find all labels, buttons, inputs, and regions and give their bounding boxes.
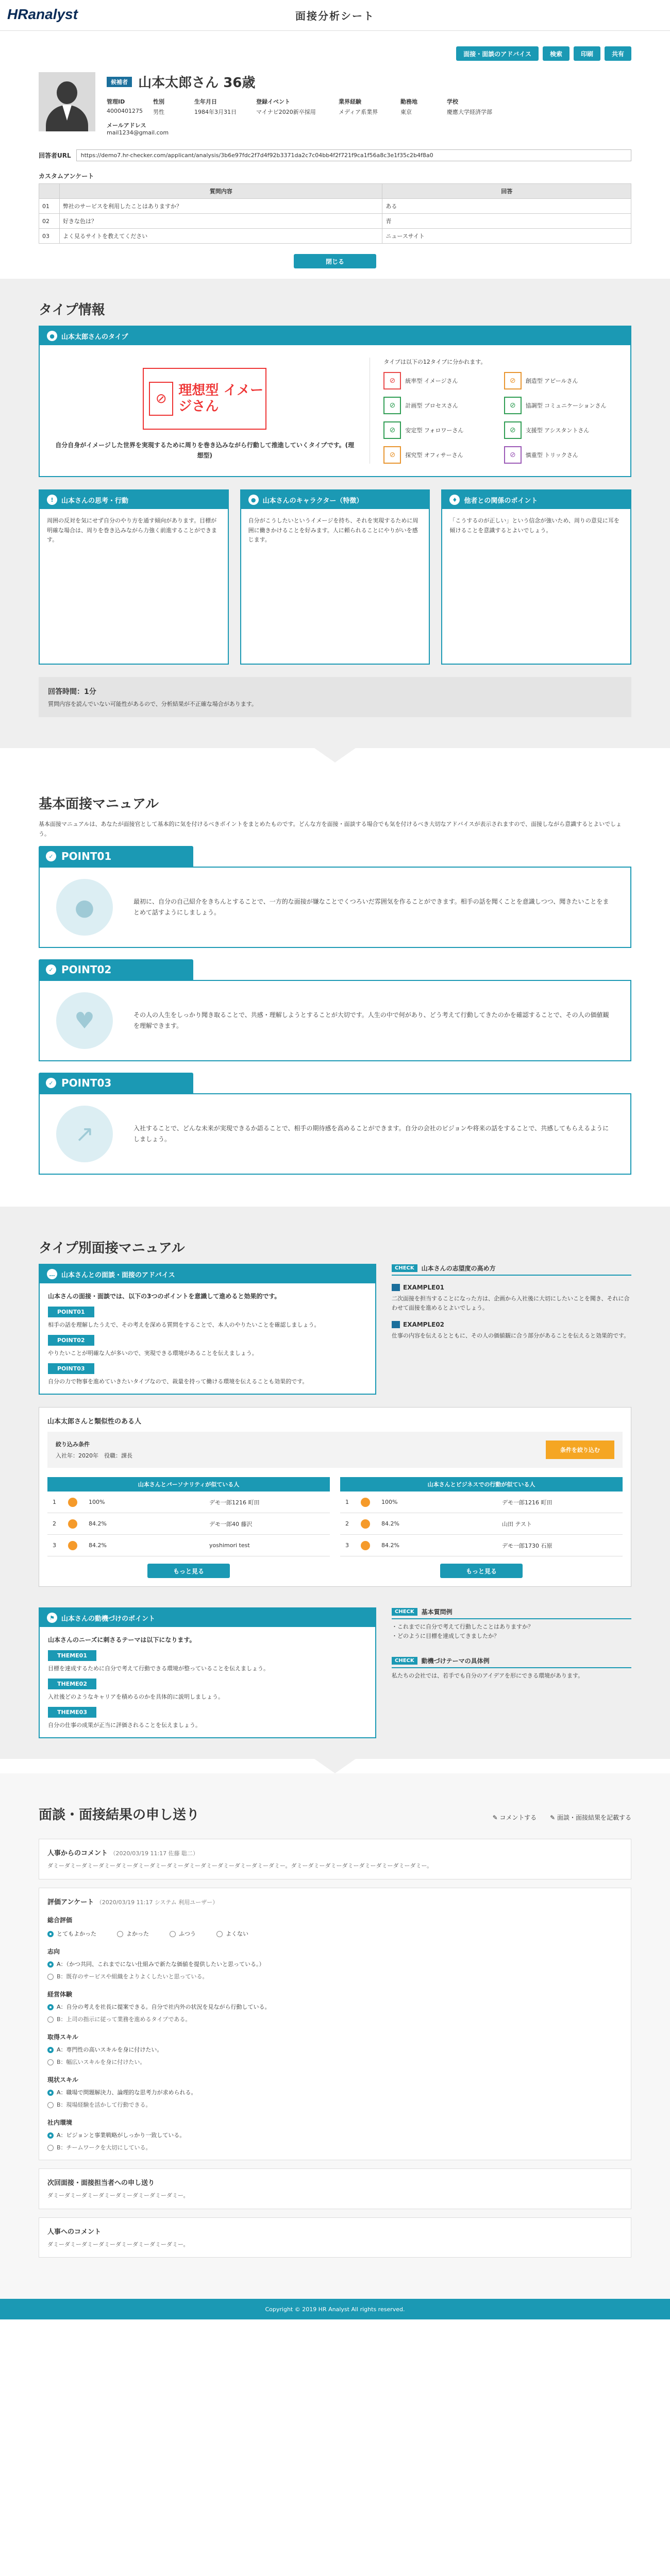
radio-option[interactable]: A：職場で問題解決力、論理的な思考力が求められる。 [47,2088,623,2096]
profile-section [0,31,670,279]
next-interviewer-box [39,2168,631,2209]
eval-title: 評価アンケート [47,1898,94,1906]
record-action[interactable]: ✎ 面談・面接結果を記載する [550,1814,631,1822]
answer-url-label: 回答者URL [39,152,71,159]
question-title: 志向 [47,1947,60,1955]
filter-label: 絞り込み条件 [56,1441,90,1448]
th-answer: 回答 [382,184,631,199]
to-hr-text: ダミーダミーダミーダミーダミーダミーダミーダミー。 [47,2241,189,2248]
rank-percent: 84.2% [89,1520,107,1528]
example-title: EXAMPLE02 [403,1320,445,1328]
row-answer: ある [382,199,631,214]
check-title: 基本質問例 [421,1608,453,1616]
radio-option[interactable]: よかった [117,1929,149,1938]
footer: Copyright © 2019 HR Analyst All rights reserved. [0,2299,670,2319]
th-no [39,184,60,199]
eval-meta: （2020/03/19 11:17 システム 利用ユーザー） [96,1899,219,1906]
growth-chart-icon: ↗ [56,1106,113,1162]
rank-number: 3 [345,1542,349,1549]
check-icon: ✓ [46,964,56,975]
advice-button[interactable]: 面接・面談のアドバイス [456,46,539,61]
type-description: 自分自身がイメージした世界を実現するために周りを巻き込みながら行動して推進していくタイプです。(理想型) [55,442,355,460]
custom-survey-table [39,183,631,244]
type-item [504,372,617,389]
type-item-label: 慎重型 トリックさん [525,452,578,459]
handshake-icon: ♥ [56,992,113,1049]
next-title: 次回面接・面接担当者への申し送り [47,2179,155,2187]
table-row [39,214,631,229]
rank-avatar [361,1541,370,1550]
user-icon: ● [47,331,57,341]
theme-text: 入社後どのようなキャリアを積めるのかを具体的に説明しましょう。 [48,1693,224,1701]
search-button[interactable]: 検索 [543,46,569,61]
rank-avatar [68,1498,77,1507]
point-text: 最初に、自分の自己紹介をきちんとすることで、一方的な面接が嫌なことでくつろいだ雰囲気を作ることができます。相手の話を聞くことを意識しつつ、聞きたいことをまとめて話すようにしましょう。 [133,897,609,917]
flag-icon: ⚑ [47,1613,57,1623]
radio-option[interactable]: B：チームワークを大切にしている。 [47,2143,623,2151]
table-row [39,199,631,214]
row-answer: ニュースサイト [382,229,631,244]
value-birth: 1984年3月31日 [194,109,237,115]
type-icon: ⊘ [504,421,522,439]
motivation-title: 山本さんの動機づけのポイント [61,1615,156,1623]
value-sex: 男性 [153,109,164,115]
type-section [0,279,670,748]
question-title: 取得スキル [47,2033,78,2041]
eval-question [47,1990,623,2023]
rank-row[interactable] [340,1492,623,1513]
advice-point-text: 自分の力で物事を進めていきたいタイプなので、裁量を持って働ける環境を伝えることも効果的です。 [48,1378,308,1385]
type-manual-title: タイプ別面接マニュアル [39,1241,185,1257]
rank-name: yoshimori test [209,1542,250,1549]
value-location: 東京 [400,109,412,115]
rank-header: 山本さんとパーソナリティが似ている人 [47,1477,330,1492]
type-name: 理想型 イメージさん [178,382,264,414]
radio-option[interactable]: A：専門性の高いスキルを身に付けたい。 [47,2045,623,2054]
thinking-card [39,489,229,665]
type-item [383,446,496,464]
radio-option[interactable]: B：現場経験を活かして行動できる。 [47,2100,623,2109]
type-item-label: 探究型 オフィサーさん [405,452,463,459]
rank-name: デモ一郎1216 町田 [209,1499,260,1506]
type-badge [143,368,266,430]
question-title: 社内環境 [47,2119,73,2126]
radio-option[interactable]: ふつう [170,1929,196,1938]
comment-action[interactable]: ✎ コメントする [492,1814,537,1822]
type-item [504,421,617,439]
personality-rank [47,1477,330,1578]
candidate-tag: 候補者 [107,77,132,87]
eval-box [39,1888,631,2160]
more-button[interactable]: もっと見る [440,1564,523,1578]
type-item-label: 協調型 コミュニケーションさん [525,402,607,409]
rank-row[interactable] [340,1535,623,1556]
motivation-lead: 山本さんのニーズに刺さるテーマは以下になります。 [48,1636,196,1644]
row-no: 03 [39,229,60,244]
radio-option[interactable]: B：既存のサービスや組織をよりよくしたいと思っている。 [47,1972,623,1980]
example-title: EXAMPLE01 [403,1284,445,1292]
share-button[interactable]: 共有 [605,46,631,61]
close-button[interactable]: 閉じる [294,254,376,268]
chat-icon: … [47,1269,57,1279]
rank-row[interactable] [47,1513,330,1535]
theme-pill: THEME02 [48,1679,96,1689]
answer-time-box [39,677,631,717]
type-section-title: タイプ情報 [39,302,105,318]
example-icon [392,1321,400,1328]
hr-comment-box [39,1839,631,1879]
type-detail-cards [39,489,631,665]
question-title: 現状スキル [47,2076,78,2083]
motivation-card [39,1607,376,1738]
page-title: 面接分析シート [295,10,375,22]
question-title: 経営体験 [47,1990,73,1998]
advice-card-title: 山本さんとの面談・面接のアドバイス [61,1271,175,1279]
filter-conditions: 入社年：2020年 役職：課長 [56,1452,132,1460]
example-text: 二次面接を担当することになった方は、企画から入社後に大切にしたいことを聞き、それに合わせて面接を進めるとよいでしょう。 [392,1295,630,1311]
rank-percent: 84.2% [89,1542,107,1549]
type-item [504,446,617,464]
toolbar [39,46,631,61]
rank-avatar [68,1519,77,1529]
advice-point-text: 相手の話を理解したうえで、その考えを深める質問をすることで、本人のやりたいことを確認しましょう。 [48,1321,320,1329]
rank-number: 1 [345,1499,349,1506]
card-title: 他者との関係のポイント [464,497,538,505]
advice-card [39,1264,376,1395]
mail-label: メールアドレス [107,122,146,129]
theme-pill: THEME01 [48,1650,96,1661]
rank-row[interactable] [340,1513,623,1535]
manual-title: 基本面接マニュアル [39,796,159,812]
value-event: マイナビ2020新卒採用 [256,109,316,115]
similar-title: 山本太郎さんと類似性のある人 [47,1418,142,1426]
theme-pill: THEME03 [48,1707,96,1718]
rank-name: デモ一郎1730 石原 [502,1542,552,1549]
point-text: その人の人生をしっかり聞き取ることで、共感・理解しようとすることが大切です。人生の中で何があり、どう考えて行動してきたのかを確認することで、その人の価値観を理解できます。 [133,1011,609,1030]
business-rank [340,1477,623,1578]
label-school: 学校 [447,98,458,105]
rank-avatar [361,1498,370,1507]
motivation-check [392,1607,631,1738]
custom-survey-title: カスタムアンケート [39,173,94,180]
type-icon: ⊘ [504,446,522,464]
candidate-name: 山本太郎さん 36歳 [138,75,256,91]
type-item-label: 統率型 イメージさん [405,378,458,384]
rank-avatar [361,1519,370,1529]
label-event: 登録イベント [256,98,290,105]
answer-time-desc: 質問内容を読んでいない可能性があるので、分析結果が不正確な場合があります。 [48,701,257,707]
card-text: 「こうするのが正しい」という信念が強いため、周りの意見に耳を傾けることを意識するとよいでしょう。 [449,517,619,534]
character-card [240,489,430,665]
point-3 [39,1073,631,1175]
radio-option[interactable]: A：（かつ共同、これまでにない仕組みで新たな価値を提供したいと思っている。） [47,1960,623,1968]
person-icon: ● [248,495,259,505]
label-birth: 生年月日 [194,98,217,105]
card-title: 山本さんのキャラクター（特徴） [262,497,363,505]
type-icon: ⊘ [504,372,522,389]
radio-option[interactable]: A：自分の考えを社長に提案できる。自分で社内外の状況を見ながら行動している。 [47,2003,623,2011]
advice-lead: 山本さんの面接・面談では、以下の3つのポイントを意識して進めると効果的です。 [48,1293,281,1300]
radio-option[interactable]: A：ビジョンと事業戦略がしっかり一致している。 [47,2131,623,2139]
type-item [504,397,617,414]
filter-button[interactable]: 条件を絞り込む [546,1440,614,1459]
rank-number: 3 [53,1542,56,1549]
point-title: POINT02 [61,963,112,976]
similar-people [39,1407,631,1587]
type-icon: ⊘ [383,421,401,439]
check-title: 動機づけテーマの具体例 [421,1657,490,1665]
value-id: 4000401275 [107,108,143,114]
type-card [39,326,631,477]
check-badge: CHECK [392,1608,417,1616]
row-question: 弊社のサービスを利用したことはありますか？ [60,199,382,214]
advice-point-pill: POINT03 [48,1363,94,1374]
answer-url-row [39,149,631,161]
app-header [0,0,670,31]
type-item [383,372,496,389]
type-item-label: 安定型 フォロワーさん [405,427,464,434]
radio-option[interactable]: B：上司の指示に従って業務を進めるタイプである。 [47,2015,623,2023]
point-text: 入社することで、どんな未来が実現できるか語ることで、相手の期待感を高めることができます。自分の会社のビジョンや将来の話をすることで、共感してもらえるようにしましょう。 [133,1124,609,1143]
type-icon: ⊘ [383,397,401,414]
section-arrow [314,1759,356,1773]
theme-text: 目標を達成するために自分で考えて行動できる環境が整っていることを伝えましょう。 [48,1665,269,1672]
answer-url[interactable]: https://demo7.hr-checker.com/applicant/analysis/3b6e97fdc2f7d4f92b3371da2c7c04bb4f2f721f9ca1f56a8c3e1f35c2b4f8a0 [76,149,631,161]
person-icon: ● [56,879,113,936]
answer-time-label: 回答時間：1分 [48,688,96,696]
eval-question [47,2118,623,2151]
types-note: タイプは以下の12タイプに分かれます。 [383,359,487,365]
logo: HRanalyst [7,6,78,22]
more-button[interactable]: もっと見る [147,1564,230,1578]
row-answer: 青 [382,214,631,229]
manual-section [0,762,670,1207]
type-icon: ⊘ [383,446,401,464]
profile-grid [107,97,631,116]
advice-point-pill: POINT02 [48,1335,94,1346]
advice-point-text: やりたいことが明確な人が多いので、実現できる環境があることを伝えましょう。 [48,1350,258,1357]
relation-card [441,489,631,665]
section-arrow [314,748,356,762]
point-1 [39,846,631,948]
radio-option[interactable]: よくない [216,1929,248,1938]
to-hr-title: 人事へのコメント [47,2228,102,2236]
row-no: 02 [39,214,60,229]
example-text: 仕事の内容を伝えるとともに、その人の価値観に合う部分があることを伝えると効果的です。 [392,1332,630,1339]
type-item-label: 支援型 アシスタントさん [525,427,590,434]
th-question: 質問内容 [60,184,382,199]
rank-percent: 100% [89,1499,105,1506]
types-grid [383,372,617,464]
theme-text: 自分の仕事の成果が正当に評価されることを伝えましょう。 [48,1722,201,1729]
to-hr-box [39,2217,631,2258]
type-card-title: 山本太郎さんのタイプ [61,333,128,341]
overall-radio-group [47,1929,623,1938]
rank-number: 2 [345,1520,349,1528]
check-panel [392,1264,631,1395]
comment-title: 人事からのコメント [47,1850,108,1858]
overall-label: 総合評価 [47,1916,73,1924]
rank-row[interactable] [47,1535,330,1556]
rank-name: デモ一郎1216 町田 [502,1499,552,1506]
rank-percent: 100% [381,1499,398,1506]
handshake-icon: ♦ [449,495,460,505]
type-icon: ⊘ [383,372,401,389]
rank-percent: 84.2% [381,1520,399,1528]
check-icon: ✓ [46,851,56,861]
check-badge: CHECK [392,1264,417,1272]
eval-question [47,1947,623,1980]
bulb-icon: ! [47,495,57,505]
label-industry: 業界経験 [339,98,361,105]
row-question: よく見るサイトを教えてください [60,229,382,244]
card-title: 山本さんの思考・行動 [61,497,129,505]
rank-number: 1 [53,1499,56,1506]
avatar [39,72,95,131]
check-title: 山本さんの志望度の高め方 [421,1265,496,1273]
rank-percent: 84.2% [381,1542,399,1549]
value-industry: メディア系業界 [339,109,378,115]
type-manual-section [0,1207,670,1759]
card-text: 周囲の反対を気にせず自分のやり方を通す傾向があります。目標が明確な場合は、周りを巻き込みながら力強く前進することができます。 [47,517,217,544]
next-text: ダミーダミーダミーダミーダミーダミーダミーダミー。 [47,2192,189,2199]
point-2 [39,959,631,1061]
check-badge: CHECK [392,1657,417,1665]
eval-question [47,2032,623,2066]
type-item-label: 計画型 プロセスさん [405,402,458,409]
row-no: 01 [39,199,60,214]
value-school: 慶應大学経済学部 [447,109,492,115]
rank-name: 山田 テスト [502,1520,532,1528]
type-item [383,397,496,414]
check-text: ・これまでに自分で考えて行動したことはありますか？ ・どのように目標を達成してきましたか？ [392,1623,533,1639]
feedback-title: 面談・面接結果の申し送り [39,1807,200,1823]
rank-header: 山本さんとビジネスでの行動が似ている人 [340,1477,623,1492]
type-icon: ⊘ [504,397,522,414]
example-icon [392,1284,400,1291]
mail-value: mail1234@gmail.com [107,129,169,136]
radio-option[interactable]: B：幅広いスキルを身に付けたい。 [47,2058,623,2066]
type-item [383,421,496,439]
label-location: 勤務地 [400,98,417,105]
rank-row[interactable] [47,1492,330,1513]
feedback-section [0,1773,670,2299]
rank-name: デモ一郎40 藤沢 [209,1520,253,1528]
eval-question [47,2075,623,2109]
manual-intro: 基本面接マニュアルは、あなたが面接官として基本的に気を付けるべきポイントをまとめたものです。どんな方を面接・面談する場合でも気を付けるべき大切なアドバイスが表示されますので、面接しながら意識するとよいでしょう。 [39,821,622,837]
label-sex: 性別 [153,98,164,105]
rank-number: 2 [53,1520,56,1528]
label-id: 管理ID [107,98,125,105]
point-title: POINT03 [61,1077,112,1090]
type-icon: ⊘ [149,382,173,416]
table-row [39,229,631,244]
type-item-label: 創造型 アピールさん [525,378,578,384]
radio-option[interactable]: とてもよかった [47,1929,96,1938]
row-question: 好きな色は？ [60,214,382,229]
advice-point-pill: POINT01 [48,1307,94,1317]
check-text: 私たちの会社では、若手でも自分のアイデアを形にできる環境があります。 [392,1672,584,1679]
point-title: POINT01 [61,850,112,863]
candidate-profile [39,72,631,136]
comment-text: ダミーダミーダミーダミーダミーダミーダミーダミーダミーダミーダミーダミーダミーダミー。ダミーダミーダミーダミーダミーダミーダミーダミー。 [47,1862,433,1870]
print-button[interactable]: 印刷 [574,46,600,61]
comment-meta: （2020/03/19 11:17 佐藤 聡二） [110,1850,199,1857]
rank-avatar [68,1541,77,1550]
card-text: 自分がこうしたいというイメージを持ち、それを実現するために周囲に働きかけることを好みます。人に頼られることにやりがいを感じます。 [248,517,418,544]
check-icon: ✓ [46,1078,56,1088]
